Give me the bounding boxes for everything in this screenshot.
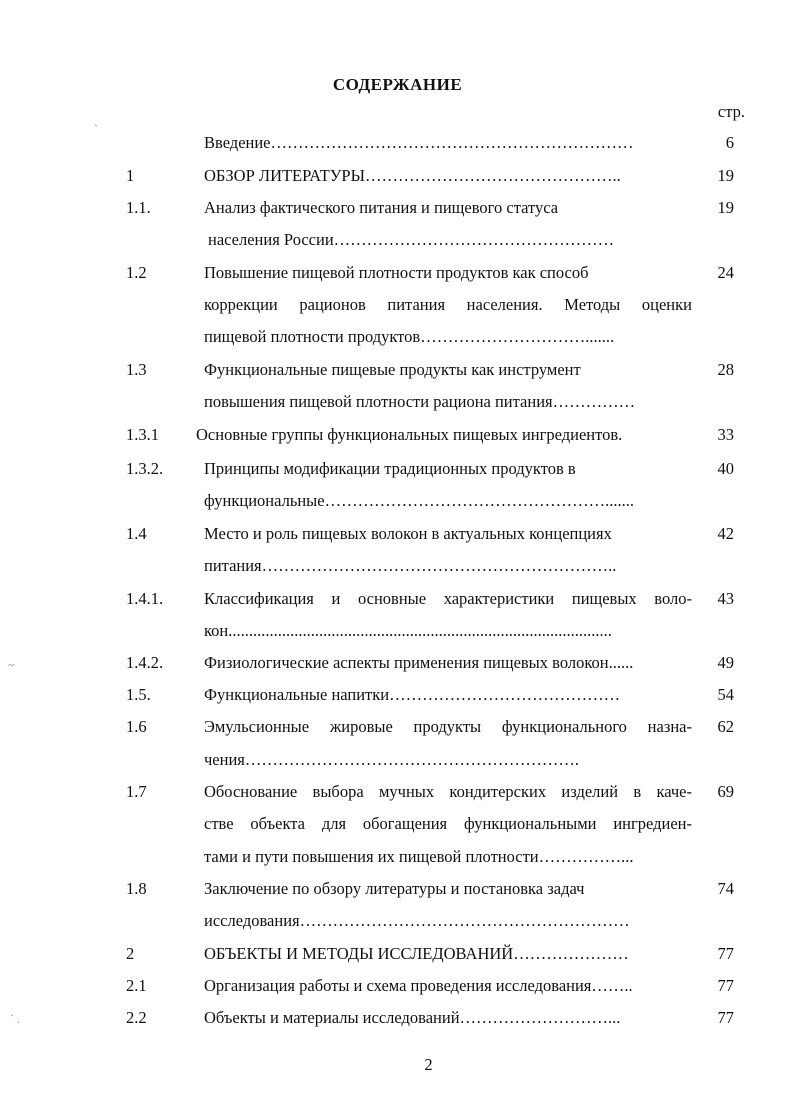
scan-speck: ` [94, 122, 98, 136]
toc-entry-page: 77 [717, 976, 734, 995]
toc-entry-text: Принципы модификации традиционных продуктов в [204, 459, 576, 478]
toc-entry-number: 1.7 [126, 782, 147, 801]
toc-entry-page: 74 [717, 879, 734, 898]
scan-speck: ` . [10, 1012, 20, 1026]
toc-entry-page: 77 [717, 944, 734, 963]
toc-entry-text: функциональные……………………………………………....... [204, 491, 634, 510]
toc-entry-page: 69 [717, 782, 734, 801]
toc-entry-text: Функциональные пищевые продукты как инструмент [204, 360, 581, 379]
toc-entry-page: 40 [717, 459, 734, 478]
toc-entry-page: 77 [717, 1008, 734, 1027]
toc-entry-page: 6 [725, 133, 734, 152]
toc-entry-number: 1.4 [126, 524, 147, 543]
toc-entry-text: Эмульсионные жировые продукты функционального назна- [204, 717, 692, 736]
toc-entry-page: 24 [717, 263, 734, 282]
toc-entry-page: 28 [717, 360, 734, 379]
contents-heading: СОДЕРЖАНИЕ [332, 75, 463, 94]
toc-entry-text: населения России…………………………………………… [208, 230, 615, 249]
scan-speck: ~ [8, 658, 15, 672]
toc-entry-text: Основные группы функциональных пищевых ингредиентов. [196, 425, 623, 444]
toc-entry-number: 1.5. [126, 685, 151, 704]
toc-entry-text: Обоснование выбора мучных кондитерских изделий в каче- [204, 782, 692, 801]
toc-entry-text: тами и пути повышения их пищевой плотности……………... [204, 847, 634, 866]
toc-entry-text: Повышение пищевой плотности продуктов как способ [204, 263, 589, 282]
toc-entry-text: повышения пищевой плотности рациона питания…………… [204, 392, 636, 411]
toc-entry-page: 19 [717, 198, 734, 217]
toc-entry-number: 2.1 [126, 976, 147, 995]
toc-entry-number: 1.1. [126, 198, 151, 217]
toc-entry-text: Заключение по обзору литературы и постановка задач [204, 879, 585, 898]
toc-entry-text: чения……………………………………………………. [204, 750, 579, 769]
toc-entry-text: Классификация и основные характеристики пищевых воло- [204, 589, 692, 608]
toc-entry-text: исследования…………………………………………………… [204, 911, 630, 930]
toc-entry-text: коррекции рационов питания населения. Методы оценки [204, 295, 692, 314]
page-number: 2 [424, 1055, 433, 1074]
toc-entry-number: 1.4.2. [126, 653, 164, 672]
toc-entry-text: Функциональные напитки…………………………………… [204, 685, 621, 704]
toc-entry-text: питания……………………………………………………….. [204, 556, 617, 575]
toc-entry-text: Анализ фактического питания и пищевого статуса [204, 198, 559, 217]
toc-entry-number: 1.4.1. [126, 589, 164, 608]
toc-entry-number: 1.2 [126, 263, 147, 282]
toc-entry-number: 1 [126, 166, 135, 185]
toc-entry-number: 1.3.2. [126, 459, 164, 478]
page-column-label: стр. [717, 102, 745, 121]
toc-entry-text: Объекты и материалы исследований………………………... [204, 1008, 621, 1027]
toc-entry-text: кон............................................................................................. [204, 621, 612, 640]
toc-entry-text: Организация работы и схема проведения исследования…….. [204, 976, 633, 995]
toc-entry-text: пищевой плотности продуктов…………………………....... [204, 327, 615, 346]
toc-entry-number: 2 [126, 944, 135, 963]
toc-entry-text: ОБЗОР ЛИТЕРАТУРЫ……………………………………….. [204, 166, 621, 185]
toc-entry-number: 1.3.1 [126, 425, 159, 444]
toc-entry-text: ОБЪЕКТЫ И МЕТОДЫ ИССЛЕДОВАНИЙ………………… [204, 944, 629, 963]
toc-entry-text: Место и роль пищевых волокон в актуальных концепциях [204, 524, 612, 543]
toc-entry-text: стве объекта для обогащения функциональными ингредиен- [204, 814, 692, 833]
toc-entry-page: 33 [717, 425, 734, 444]
toc-entry-number: 1.6 [126, 717, 147, 736]
toc-entry-page: 62 [717, 717, 734, 736]
toc-entry-text: Введение………………………………………………………… [204, 133, 634, 152]
toc-entry-page: 49 [717, 653, 734, 672]
toc-entry-text: Физиологические аспекты применения пищевых волокон...... [204, 653, 634, 672]
toc-entry-page: 19 [717, 166, 734, 185]
toc-entry-number: 1.8 [126, 879, 147, 898]
toc-entry-page: 54 [717, 685, 734, 704]
toc-entry-number: 1.3 [126, 360, 147, 379]
toc-entry-page: 42 [717, 524, 734, 543]
toc-entry-number: 2.2 [126, 1008, 147, 1027]
toc-entry-page: 43 [717, 589, 734, 608]
